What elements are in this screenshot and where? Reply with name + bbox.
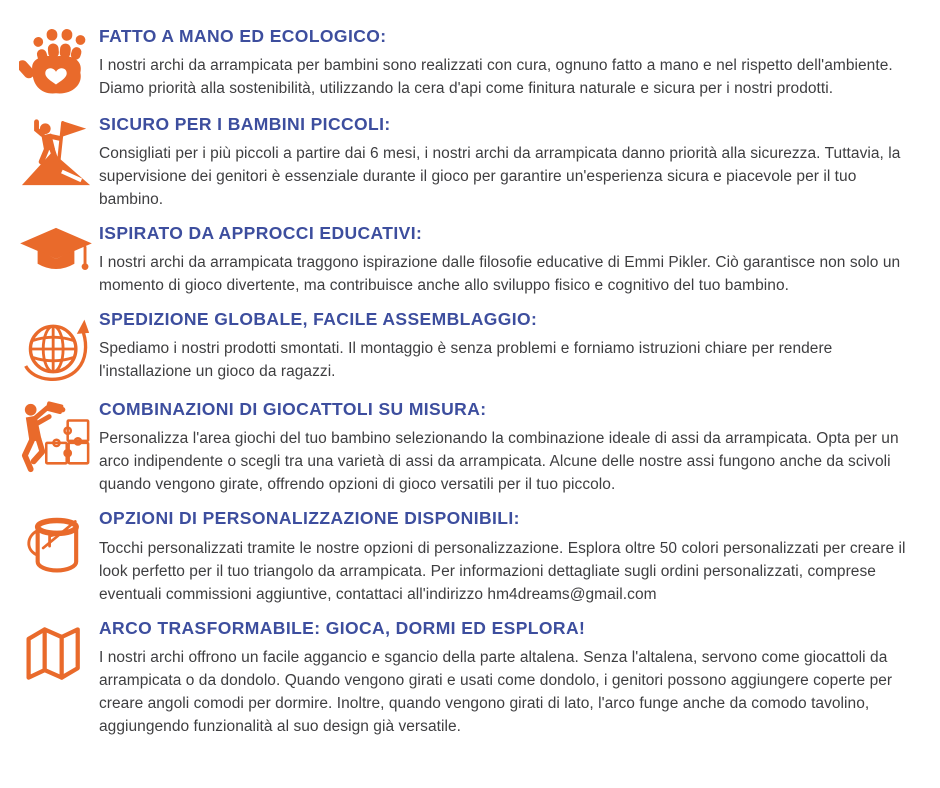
- section-body: Spediamo i nostri prodotti smontati. Il montaggio è senza problemi e forniamo istruzioni chiare per rendere l'installazione un gioco da ragazzi.: [99, 340, 833, 381]
- section-body: Consigliati per i più piccoli a partire dai 6 mesi, i nostri archi da arrampicata danno priorità alla sicurezza. Tuttavia, la supervisione dei genitori è essenziale durante il gioco per garantire un'esperienza sicura e piacevole per il tuo bambino.: [99, 145, 901, 209]
- section-heading: OPZIONI DI PERSONALIZZAZIONE DISPONIBILI:: [99, 508, 520, 529]
- section-text: [99, 399, 924, 496]
- section-heading: COMBINAZIONI DI GIOCATTOLI SU MISURA:: [99, 399, 487, 420]
- section-body: I nostri archi da arrampicata per bambini sono realizzati con cura, ognuno fatto a mano e nel rispetto dell'ambiente. Diamo priorità alla sostenibilità, utilizzando la cera d'api come finitura naturale e sicura per i nostri prodotti.: [99, 57, 893, 98]
- section-body: Personalizza l'area giochi del tuo bambino selezionando la combinazione ideale di assi da arrampicata. Opta per un arco indipendente o scegli tra una varietà di assi da arrampicata. Alcune delle nostre assi fungono anche da scivoli quando vengono girate, offrendo opzioni di gioco versatili per il tuo piccolo.: [99, 430, 899, 494]
- section-text: [99, 26, 924, 100]
- section-toddler-safe: [13, 114, 924, 211]
- section-text: [99, 309, 924, 383]
- section-body: Tocchi personalizzati tramite le nostre opzioni di personalizzazione. Esplora oltre 50 colori personalizzati per creare il look perfetto per il tuo triangolo da arrampicata. Per informazioni dettagliate sugli ordini personalizzati, comprese eventuali commissioni aggiuntive, contattaci all'indirizzo hm4dreams@gmail.com: [99, 539, 906, 603]
- section-personalization: [13, 508, 924, 605]
- handprint-heart-icon: [13, 26, 99, 102]
- globe-shipping-icon: [13, 309, 99, 387]
- section-body: I nostri archi offrono un facile aggancio e sgancio della parte altalena. Senza l'altalena, servono come giocattoli da arrampicata o da dondolo. Quando vengono girati e usati come dondolo, i genitori possono aggiungere coperte per creare angoli comodi per dormire. Inoltre, quando vengono girati di lato, l'arco funge anche da comodo tavolino, aggiungendo funzionalità al suo design già versatile.: [99, 648, 893, 735]
- section-text: [99, 223, 924, 297]
- section-shipping: [13, 309, 924, 387]
- section-heading: SICURO PER I BAMBINI PICCOLI:: [99, 114, 391, 134]
- section-educational: [13, 223, 924, 297]
- section-text: [99, 114, 924, 211]
- section-heading: ARCO TRASFORMABILE: GIOCA, DORMI ED ESPLORA!: [99, 617, 586, 638]
- mountain-climber-flag-icon: [13, 114, 99, 192]
- graduation-cap-icon: [13, 223, 99, 285]
- section-text: [99, 618, 924, 738]
- section-handmade-eco: [13, 26, 924, 102]
- paint-bucket-icon: [13, 508, 99, 586]
- section-heading: FATTO A MANO ED ECOLOGICO:: [99, 26, 387, 46]
- section-text: [99, 508, 924, 605]
- puzzle-assembly-icon: [13, 399, 99, 475]
- section-transformable-arch: [13, 618, 924, 738]
- section-body: I nostri archi da arrampicata traggono ispirazione dalle filosofie educative di Emmi Pikler. Ciò garantisce non solo un momento di gioco divertente, ma contribuisce anche allo sviluppo fisico e cognitivo del tuo bambino.: [99, 254, 901, 295]
- section-heading: SPEDIZIONE GLOBALE, FACILE ASSEMBLAGGIO:: [99, 309, 538, 330]
- section-custom-combos: [13, 399, 924, 496]
- section-heading: ISPIRATO DA APPROCCI EDUCATIVI:: [99, 223, 423, 244]
- folded-map-icon: [13, 618, 99, 688]
